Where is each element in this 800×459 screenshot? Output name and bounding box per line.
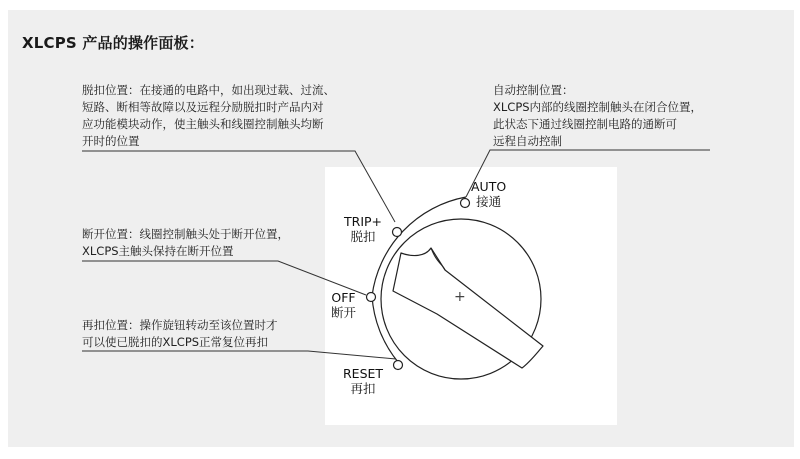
auto-note-line: 远程自动控制 bbox=[493, 134, 562, 148]
off-note-line: XLCPS主触头保持在断开位置 bbox=[82, 244, 234, 258]
reset-position-label bbox=[343, 366, 383, 396]
auto-note-line: 自动控制位置： bbox=[493, 83, 574, 97]
auto-note-line: 此状态下通过线圈控制电路的通断可 bbox=[493, 117, 677, 131]
auto-position-dot bbox=[461, 199, 470, 208]
auto-position-label bbox=[471, 179, 506, 209]
reset-note-line: 再扣位置：操作旋钮转动至该位置时才 bbox=[82, 318, 278, 332]
trip-note-line: 短路、断相等故障以及远程分励脱扣时产品内对 bbox=[82, 100, 324, 114]
off-label-en: OFF bbox=[331, 290, 356, 305]
trip-note-line: 应功能模块动作，使主触头和线圈控制触头均断 bbox=[82, 117, 324, 131]
trip-label-en: TRIP+ bbox=[344, 214, 383, 229]
reset-leader-line bbox=[82, 351, 396, 359]
reset-label-en: RESET bbox=[343, 366, 384, 381]
trip-position-dot bbox=[393, 228, 402, 237]
off-note-line: 断开位置：线圈控制触头处于断开位置， bbox=[82, 227, 289, 241]
reset-position-dot bbox=[394, 361, 403, 370]
off-position-label bbox=[331, 290, 356, 320]
auto-note-line: XLCPS内部的线圈控制触头在闭合位置， bbox=[493, 100, 703, 114]
reset-label-zh: 再扣 bbox=[350, 381, 376, 396]
off-leader-line bbox=[82, 261, 366, 295]
off-position-dot bbox=[367, 293, 376, 302]
trip-label-zh: 脱扣 bbox=[350, 229, 376, 244]
trip-leader-line bbox=[82, 151, 395, 222]
off-label-zh: 断开 bbox=[331, 305, 357, 320]
reset-note-line: 可以使已脱扣的XLCPS正常复位再扣 bbox=[82, 335, 269, 349]
trip-note-line: 脱扣位置：在接通的电路中，如出现过载、过流、 bbox=[82, 83, 335, 97]
trip-position-label bbox=[344, 214, 382, 244]
page-title: XLCPS 产品的操作面板： bbox=[22, 34, 204, 52]
auto-label-zh: 接通 bbox=[476, 194, 502, 209]
trip-note-line: 开时的位置 bbox=[82, 134, 140, 148]
auto-label-en: AUTO bbox=[471, 179, 507, 194]
center-mark: + bbox=[454, 289, 466, 305]
